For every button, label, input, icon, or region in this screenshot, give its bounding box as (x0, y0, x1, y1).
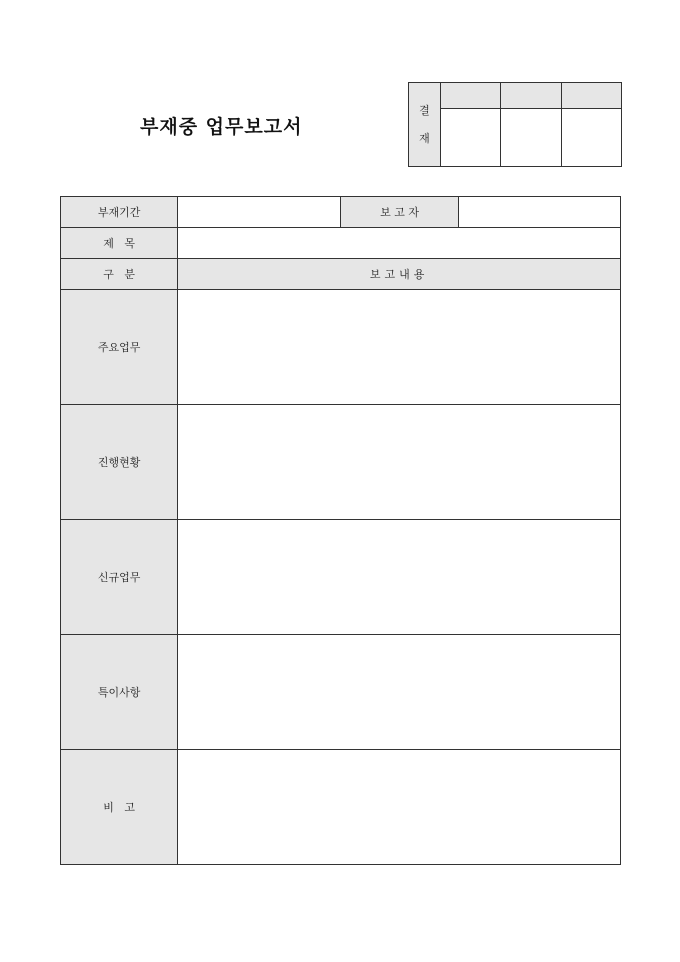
approval-header-1 (441, 83, 501, 109)
section-content-special-notes[interactable] (178, 635, 621, 750)
approval-label-top: 결 (419, 103, 430, 117)
period-field[interactable] (178, 197, 341, 228)
approval-label (409, 83, 441, 167)
approval-header-2 (501, 83, 561, 109)
approval-label-bottom: 재 (419, 131, 430, 145)
section-label-main-tasks: 주요업무 (61, 290, 178, 405)
period-label: 부재기간 (61, 197, 178, 228)
section-content-new-tasks[interactable] (178, 520, 621, 635)
approval-header-3 (561, 83, 621, 109)
content-header: 보고내용 (178, 259, 621, 290)
approval-sign-3[interactable] (561, 109, 621, 167)
subject-label: 제 목 (61, 228, 178, 259)
subject-field[interactable] (178, 228, 621, 259)
section-content-main-tasks[interactable] (178, 290, 621, 405)
report-form (60, 196, 621, 865)
approval-box (408, 82, 622, 167)
reporter-label: 보 고 자 (341, 197, 458, 228)
section-label-progress: 진행현황 (61, 405, 178, 520)
section-label-special-notes: 특이사항 (61, 635, 178, 750)
approval-sign-2[interactable] (501, 109, 561, 167)
page-title: 부재중 업무보고서 (140, 116, 303, 138)
section-label-remarks: 비 고 (61, 750, 178, 865)
section-label-new-tasks: 신규업무 (61, 520, 178, 635)
category-label: 구 분 (61, 259, 178, 290)
section-content-progress[interactable] (178, 405, 621, 520)
approval-sign-1[interactable] (441, 109, 501, 167)
reporter-field[interactable] (458, 197, 620, 228)
section-content-remarks[interactable] (178, 750, 621, 865)
